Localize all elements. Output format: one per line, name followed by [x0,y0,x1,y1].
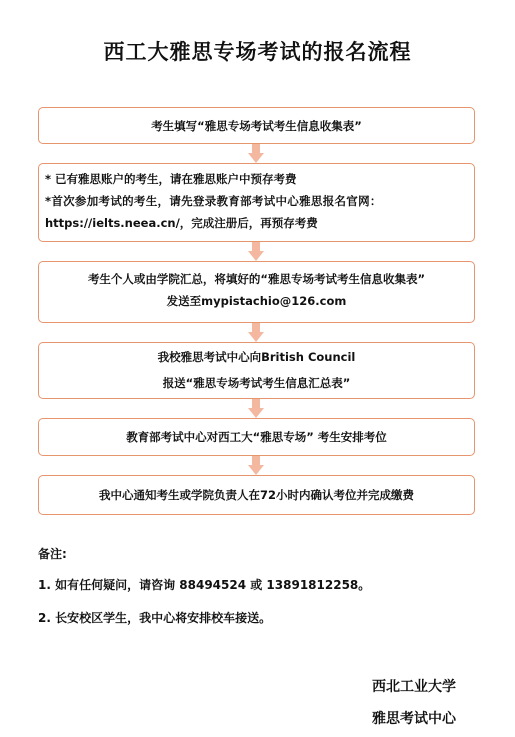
flow-arrow-4-icon [248,399,264,418]
step-2-line-3: https://ielts.neea.cn/，完成注册后，再预存考费 [45,216,318,230]
step-1-line-1: 考生填写“雅思专场考试考生信息收集表” [151,119,362,133]
flow-arrow-2-icon [248,242,264,261]
flow-arrow-1-icon [248,144,264,163]
flow-step-5 [38,418,475,456]
notes-title: 备注: [38,547,67,561]
step-4-line-2: 报送“雅思专场考试考生信息汇总表” [162,376,351,390]
signature-university: 西北工业大学 [372,679,456,695]
step-3-line-1: 考生个人或由学院汇总，将填好的“雅思专场考试考生信息收集表” [87,272,426,286]
note-item-1: 1. 如有任何疑问，请咨询 88494524 或 13891812258。 [38,578,371,592]
flow-arrow-3-icon [248,323,264,342]
step-2-line-2: *首次参加考试的考生，请先登录教育部考试中心雅思报名官网： [45,194,382,208]
step-2-line-1: * 已有雅思账户的考生，请在雅思账户中预存考费 [45,172,297,186]
note-item-2: 2. 长安校区学生，我中心将安排校车接送。 [38,611,272,625]
flow-step-1 [38,107,475,144]
step-5-line-1: 教育部考试中心对西工大“雅思专场” 考生安排考位 [126,430,387,444]
flow-step-2 [38,163,475,242]
flow-step-3 [38,261,475,323]
flow-step-4 [38,342,475,399]
flow-arrow-5-icon [248,456,264,475]
page-title: 西工大雅思专场考试的报名流程 [103,40,412,64]
step-6-line-1: 我中心通知考生或学院负责人在72小时内确认考位并完成缴费 [98,488,414,502]
signature-center: 雅思考试中心 [372,711,456,727]
flow-step-6 [38,475,475,515]
step-3-line-2: 发送至mypistachio@126.com [166,294,347,308]
step-4-line-1: 我校雅思考试中心向British Council [157,350,356,364]
